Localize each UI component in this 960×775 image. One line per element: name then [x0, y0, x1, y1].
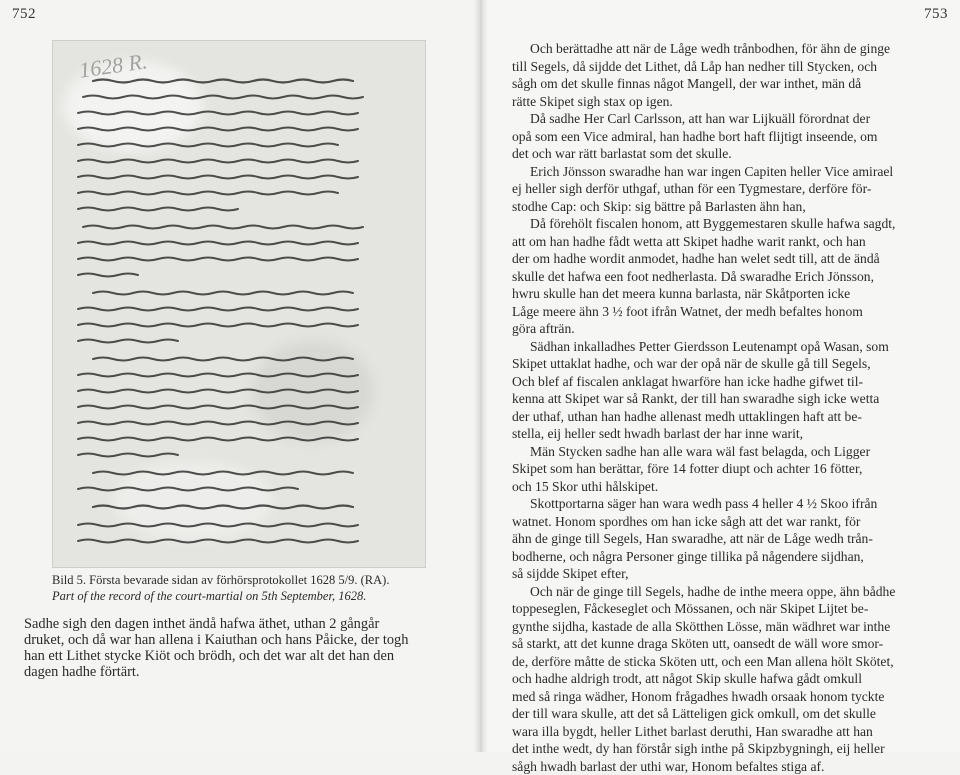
text-line: Och när de ginge till Segels, hadhe de inthe meera oppe, ähn bådhe: [512, 583, 938, 601]
text-line: gynthe sijdha, kastade de alla Skötthen Lösse, män wädhret war inthe: [512, 618, 938, 636]
text-line: skulle det hafwa een foot nedherlasta. Då swaradhe Erich Jönsson,: [512, 268, 938, 286]
text-line: han ett Lithet stycke Kiöt och brödh, och det war alt det han den: [24, 648, 454, 664]
text-line: der uthaf, uthan han hadhe allenast medh uttaklingen haft att be-: [512, 408, 938, 426]
text-line: kenna att Skipet war så Rankt, der till han swaradhe sigh icke wetta: [512, 390, 938, 408]
text-line: hwru skulle han det meera kunna barlasta, när Skåtporten icke: [512, 285, 938, 303]
text-line: Skottportarna säger han wara wedh pass 4 heller 4 ½ Skoo ifrån: [512, 495, 938, 513]
text-line: druket, och då war han allena i Kaiuthan och hans Påicke, der togh: [24, 632, 454, 648]
page-number-right: 753: [924, 6, 948, 23]
caption-english: Part of the record of the court-martial on 5th September, 1628.: [52, 588, 432, 604]
text-line: Skipet som han berättar, före 14 fotter diupt och achter 16 fötter,: [512, 460, 938, 478]
text-line: Män Stycken sadhe han alle wara wäl fast belagda, och Ligger: [512, 443, 938, 461]
text-line: bodherne, och några Personer ginge tillika på någendere sijdhan,: [512, 548, 938, 566]
text-line: opå som een Vice admiral, han hadhe bort haft flijtigt inseende, om: [512, 128, 938, 146]
caption-swedish: Bild 5. Första bevarade sidan av förhörsprotokollet 1628 5/9. (RA).: [52, 572, 432, 588]
text-line: Sädhan inkalladhes Petter Gierdsson Leutenampt opå Wasan, som: [512, 338, 938, 356]
text-line: rätte Skipet sigh stax op igen.: [512, 93, 938, 111]
text-line: med så ringa wädher, Honom frågadhes hwadh orsaak honom tyckte: [512, 688, 938, 706]
text-line: Sadhe sigh den dagen inthet ändå hafwa äthet, uthan 2 gångår: [24, 616, 454, 632]
text-line: watnet. Honom spordhes om han icke sågh att det war rankt, för: [512, 513, 938, 531]
page-number-left: 752: [12, 6, 36, 23]
figure-caption: [52, 572, 432, 604]
text-line: Erich Jönsson swaradhe han war ingen Capiten heller Vice amirael: [512, 163, 938, 181]
manuscript-year-mark: 1628 R.: [78, 48, 149, 83]
book-gutter: [474, 0, 488, 752]
text-line: göra afträn.: [512, 320, 938, 338]
text-line: till Segels, då sijdde det Lithet, då Låp han nedher till Stycken, och: [512, 58, 938, 76]
text-line: och hadhe aldrigh trodt, att något Skip skulle hafwa gådt omkull: [512, 670, 938, 688]
manuscript-photo: [52, 40, 426, 568]
text-line: der om hadhe wordit anmodet, hadhe han welet sedt till, att de ändå: [512, 250, 938, 268]
text-line: Låge meere ähn 3 ½ foot ifrån Watnet, der medh befaltes honom: [512, 303, 938, 321]
handwriting-lines: [53, 41, 425, 567]
text-line: så sijdde Skipet efter,: [512, 565, 938, 583]
text-line: det inthe wedt, dy han förstår sigh inthe på Skipzbygningh, eij heller: [512, 740, 938, 758]
text-line: de, derföre måtte de sticka Sköten utt, och een Man allena hölt Skötet,: [512, 653, 938, 671]
text-line: och 15 Skor uthi hålskipet.: [512, 478, 938, 496]
text-line: toppeseglen, Fåckeseglet och Mössanen, och när Skipet Lijtet be-: [512, 600, 938, 618]
text-line: wara illa bygdt, heller Lithet barlast deruthi, Han swaradhe att han: [512, 723, 938, 741]
text-line: der till wara skulle, att det så Lätteligen gick omkull, om det skulle: [512, 705, 938, 723]
text-line: att om han hadhe fådt wetta att Skipet hadhe warit rankt, och han: [512, 233, 938, 251]
text-line: dagen hadhe förtärt.: [24, 664, 454, 680]
text-line: Och blef af fiscalen anklagat hwarföre han icke hadhe gifwet til-: [512, 373, 938, 391]
text-line: ähn de ginge till Segels, Han swaradhe, att när de Låge wedh trån-: [512, 530, 938, 548]
text-line: det och war rätt barlastat som det skulle.: [512, 145, 938, 163]
text-line: så starkt, att det kunne draga Sköten utt, oansedt de wäll wore smor-: [512, 635, 938, 653]
text-line: sågh hwadh barlast der uthi war, Honom befaltes stiga af.: [512, 758, 938, 775]
text-line: stodhe Cap: och Skip: sig bättre på Barlasten ähn han,: [512, 198, 938, 216]
left-page: [0, 0, 480, 752]
right-body-text: [512, 40, 938, 775]
text-line: Då sadhe Her Carl Carlsson, att han war Lijkuäll förordnat der: [512, 110, 938, 128]
text-line: stella, eij heller sedt hwadh barlast der har inne warit,: [512, 425, 938, 443]
text-line: ej heller sigh derför uthgaf, uthan för een Tygmestare, derföre för-: [512, 180, 938, 198]
text-line: sågh om det skulle finnas något Mangell, der war inthet, män då: [512, 75, 938, 93]
text-line: Då förehölt fiscalen honom, att Byggemestaren skulle hafwa sagdt,: [512, 215, 938, 233]
text-line: Och berättadhe att när de Låge wedh trånbodhen, för ähn de ginge: [512, 40, 938, 58]
text-line: Skipet uttaklat hadhe, och war der opå när de skulle gå till Segels,: [512, 355, 938, 373]
left-body-text: [24, 616, 454, 680]
